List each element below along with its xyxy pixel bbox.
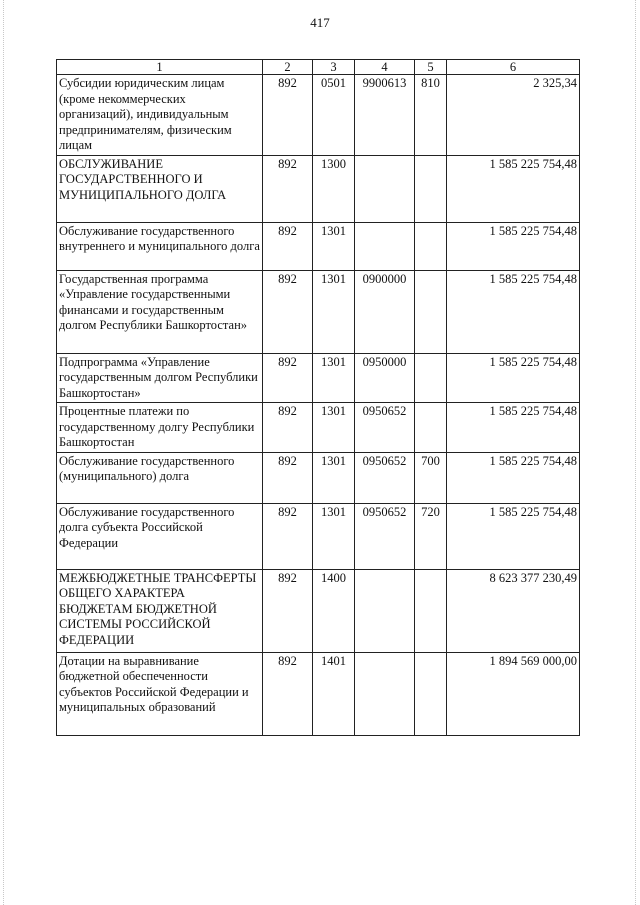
header-col-2: 2 [263,60,313,75]
row-col-2: 892 [263,155,313,222]
row-amount: 1 585 225 754,48 [447,452,580,503]
row-amount: 1 585 225 754,48 [447,222,580,270]
row-col-2: 892 [263,222,313,270]
scan-edge-right [635,0,636,905]
table-row [57,452,580,503]
row-col-4: 0950000 [355,353,415,403]
row-col-4 [355,569,415,652]
row-col-5: 720 [415,503,447,569]
row-col-4: 0950652 [355,403,415,453]
row-name: Субсидии юридическим лицам (кроме некоммерческих организаций), индивидуальным предпринимателям, физическим лицам [57,75,263,156]
row-name: Обслуживание государственного (муниципального) долга [57,452,263,503]
table-row [57,652,580,735]
row-col-5: 810 [415,75,447,156]
row-name: Дотации на выравнивание бюджетной обеспеченности субъектов Российской Федерации и муниципальных образований [57,652,263,735]
table-row [57,222,580,270]
row-col-5 [415,403,447,453]
row-col-5: 700 [415,452,447,503]
row-col-4 [355,652,415,735]
row-amount: 8 623 377 230,49 [447,569,580,652]
row-col-3: 1401 [313,652,355,735]
table-row [57,270,580,353]
row-col-3: 1301 [313,353,355,403]
row-col-4 [355,155,415,222]
row-amount: 1 894 569 000,00 [447,652,580,735]
row-amount: 1 585 225 754,48 [447,155,580,222]
row-col-5 [415,222,447,270]
row-name: Государственная программа «Управление государственными финансами и государственным долгом Республики Башкортостан» [57,270,263,353]
row-col-5 [415,155,447,222]
budget-table [56,59,580,736]
table-row [57,569,580,652]
row-amount: 2 325,34 [447,75,580,156]
row-name: ОБСЛУЖИВАНИЕ ГОСУДАРСТВЕННОГО И МУНИЦИПАЛЬНОГО ДОЛГА [57,155,263,222]
row-col-2: 892 [263,652,313,735]
header-col-3: 3 [313,60,355,75]
table-row [57,503,580,569]
row-name: Процентные платежи по государственному долгу Республики Башкортостан [57,403,263,453]
row-amount: 1 585 225 754,48 [447,503,580,569]
row-amount: 1 585 225 754,48 [447,353,580,403]
row-col-4: 0950652 [355,503,415,569]
row-col-3: 1301 [313,452,355,503]
row-col-2: 892 [263,452,313,503]
row-col-5 [415,353,447,403]
page-number: 417 [310,15,330,30]
table-row [57,155,580,222]
row-amount: 1 585 225 754,48 [447,403,580,453]
row-col-5 [415,652,447,735]
row-col-2: 892 [263,503,313,569]
header-col-5: 5 [415,60,447,75]
row-col-4: 0950652 [355,452,415,503]
table-row [57,353,580,403]
header-col-4: 4 [355,60,415,75]
row-amount: 1 585 225 754,48 [447,270,580,353]
row-col-3: 1301 [313,270,355,353]
row-col-3: 1301 [313,222,355,270]
scan-edge-left [3,0,4,905]
row-col-5 [415,569,447,652]
row-col-4: 0900000 [355,270,415,353]
row-col-4: 9900613 [355,75,415,156]
table-row [57,75,580,156]
row-col-3: 1301 [313,503,355,569]
row-col-2: 892 [263,270,313,353]
row-name: Подпрограмма «Управление государственным долгом Республики Башкортостан» [57,353,263,403]
row-col-5 [415,270,447,353]
row-col-2: 892 [263,75,313,156]
row-col-4 [355,222,415,270]
row-col-2: 892 [263,569,313,652]
row-col-2: 892 [263,403,313,453]
table-header-row [57,60,580,75]
row-name: Обслуживание государственного внутреннего и муниципального долга [57,222,263,270]
header-col-6: 6 [447,60,580,75]
table-row [57,403,580,453]
row-name: МЕЖБЮДЖЕТНЫЕ ТРАНСФЕРТЫ ОБЩЕГО ХАРАКТЕРА БЮДЖЕТАМ БЮДЖЕТНОЙ СИСТЕМЫ РОССИЙСКОЙ ФЕДЕРАЦИИ [57,569,263,652]
row-col-3: 0501 [313,75,355,156]
row-col-3: 1400 [313,569,355,652]
header-col-1: 1 [57,60,263,75]
row-col-3: 1301 [313,403,355,453]
row-col-2: 892 [263,353,313,403]
row-col-3: 1300 [313,155,355,222]
row-name: Обслуживание государственного долга субъекта Российской Федерации [57,503,263,569]
